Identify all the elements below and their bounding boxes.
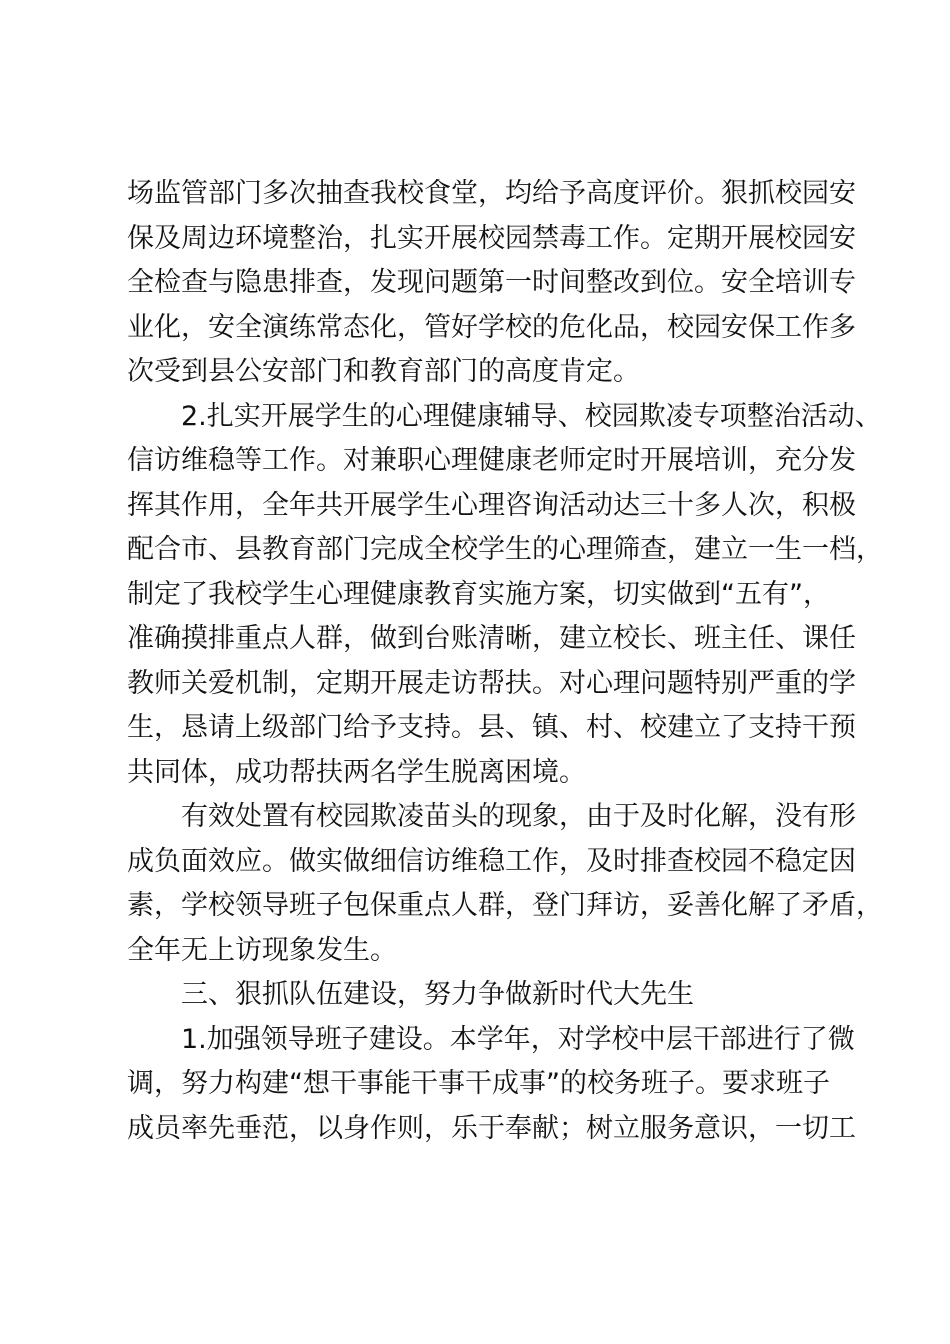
text-line: 制定了我校学生心理健康教育实施方案，切实做到“五有”， xyxy=(127,578,830,610)
text-line: 配合市、县教育部门完成全校学生的心理筛查，建立一生一档， xyxy=(127,534,883,565)
text-line: 次受到县公安部门和教育部门的高度肯定。 xyxy=(127,356,640,387)
text-line: 调，努力构建“想干事能干事干成事”的校务班子。要求班子 xyxy=(127,1068,830,1099)
text-line: 挥其作用，全年共开展学生心理咨询活动达三十多人次，积极 xyxy=(127,489,856,521)
text-line: 准确摸排重点人群，做到台账清晰，建立校长、班主任、课任 xyxy=(127,623,856,654)
body-text xyxy=(127,172,883,1151)
text-line: 成负面效应。做实做细信访维稳工作，及时排查校园不稳定因 xyxy=(127,845,856,877)
text-line: 有效处置有校园欺凌苗头的现象，由于及时化解，没有形 xyxy=(181,801,856,832)
text-line: 1.加强领导班子建设。本学年，对学校中层干部进行了微 xyxy=(181,1023,855,1055)
text-line: 教师关爱机制，定期开展走访帮扶。对心理问题特别严重的学 xyxy=(127,667,856,699)
text-line: 共同体，成功帮扶两名学生脱离困境。 xyxy=(127,756,586,788)
text-line: 全年无上访现象发生。 xyxy=(127,934,397,966)
text-line: 业化，安全演练常态化，管好学校的危化品，校园安保工作多 xyxy=(127,311,856,343)
text-line: 保及周边环境整治，扎实开展校园禁毒工作。定期开展校园安 xyxy=(127,222,856,254)
text-line: 场监管部门多次抽查我校食堂，均给予高度评价。狠抓校园安 xyxy=(127,178,856,209)
text-line: 成员率先垂范，以身作则，乐于奉献；树立服务意识，一切工 xyxy=(127,1112,856,1144)
text-line: 全检查与隐患排查，发现问题第一时间整改到位。安全培训专 xyxy=(127,267,856,298)
text-line: 2.扎实开展学生的心理健康辅导、校园欺凌专项整治活动、 xyxy=(181,400,882,432)
text-line: 生，恳请上级部门给予支持。县、镇、村、校建立了支持干预 xyxy=(127,712,856,743)
section-heading: 三、狠抓队伍建设，努力争做新时代大先生 xyxy=(181,979,694,1010)
text-line: 信访维稳等工作。对兼职心理健康老师定时开展培训，充分发 xyxy=(127,445,856,476)
text-line: 素，学校领导班子包保重点人群，登门拜访，妥善化解了矛盾， xyxy=(127,890,883,921)
